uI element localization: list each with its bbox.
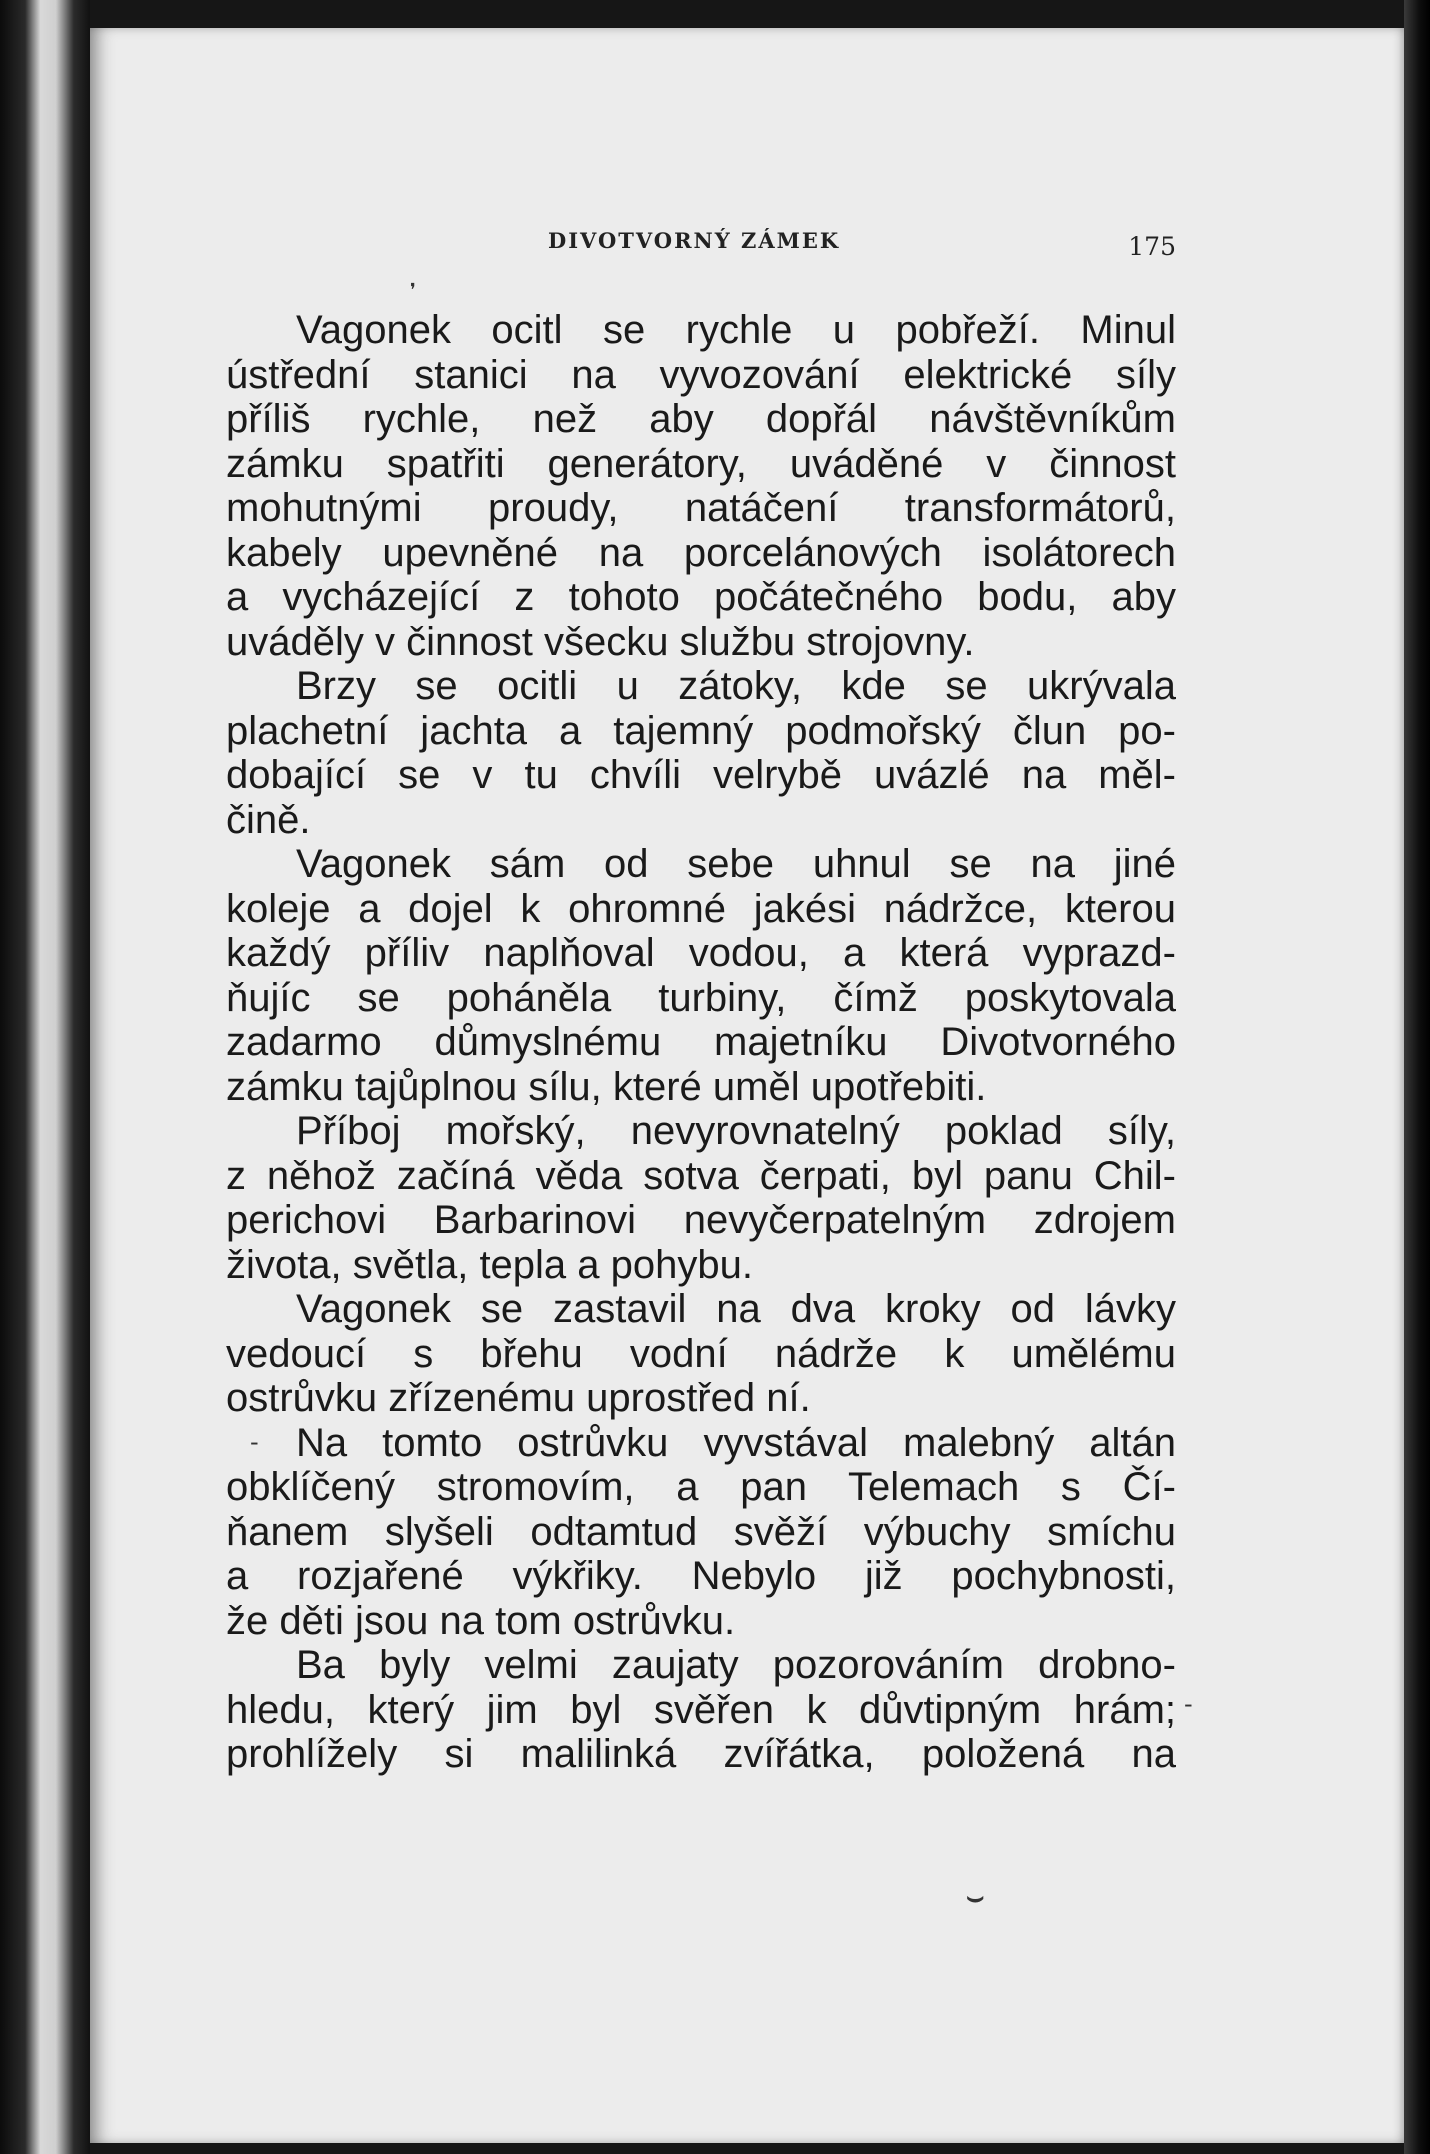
page-header xyxy=(226,222,1176,262)
text-line: z něhož začíná věda sotva čerpati, byl panu Chil- xyxy=(226,1153,1176,1198)
text-line: ústřední stanici na vyvozování elektrické síly xyxy=(226,352,1176,397)
text-line: čině. xyxy=(226,797,311,842)
ink-stroke: ⌣ xyxy=(966,1880,985,1913)
margin-dash: - xyxy=(1184,1690,1193,1718)
text-line: obklíčený stromovím, a pan Telemach s Čí- xyxy=(226,1465,1176,1509)
text-line: mohutnými proudy, natáčení transformátorů, xyxy=(226,486,1176,530)
text-line: perichovi Barbarinovi nevyčerpatelným zdrojem xyxy=(226,1198,1176,1242)
text-line: příliš rychle, než aby dopřál návštěvníkům xyxy=(226,397,1176,441)
page-number: 175 xyxy=(1128,232,1176,261)
text-line: zámku spatřiti generátory, uváděné v činnost xyxy=(226,441,1176,486)
text-line: Vagonek sám od sebe uhnul se na jiné xyxy=(296,842,1176,886)
running-title: DIVOTVORNÝ ZÁMEK xyxy=(548,228,841,253)
text-line: dobající se v tu chvíli velrybě uvázlé na měl- xyxy=(226,753,1176,797)
text-line: ňujíc se poháněla turbiny, čímž poskytovala xyxy=(226,975,1176,1020)
text-line: plachetní jachta a tajemný podmořský člun po- xyxy=(226,708,1176,753)
text-line: hledu, který jim byl svěřen k důvtipným hrám; xyxy=(226,1687,1176,1732)
margin-dash: - xyxy=(250,1428,259,1456)
text-line: Ba byly velmi zaujaty pozorováním drobno- xyxy=(296,1643,1176,1687)
text-line: zámku tajůplnou sílu, které uměl upotřebiti. xyxy=(226,1064,987,1109)
text-line: Příboj mořský, nevyrovnatelný poklad síly, xyxy=(296,1109,1176,1153)
text-line: uváděly v činnost všecku službu strojovny. xyxy=(226,619,975,664)
body-text xyxy=(226,308,1176,1777)
text-line: ostrůvku zřízenému uprostřed ní. xyxy=(226,1376,811,1420)
text-line: prohlížely si malilinká zvířátka, položená na xyxy=(226,1732,1176,1776)
text-line: koleje a dojel k ohromné jakési nádržce, kterou xyxy=(226,886,1176,931)
text-line: zadarmo důmyslnému majetníku Divotvorného xyxy=(226,1020,1176,1064)
text-line: každý příliv naplňoval vodou, a která vyprazd- xyxy=(226,931,1176,975)
text-line: a rozjařené výkřiky. Nebylo již pochybnosti, xyxy=(226,1554,1176,1598)
ink-speck: ❜ xyxy=(410,280,416,301)
text-line: života, světla, tepla a pohybu. xyxy=(226,1242,753,1287)
text-line: kabely upevněné na porcelánových isolátorech xyxy=(226,530,1176,575)
text-line: Brzy se ocitli u zátoky, kde se ukrývala xyxy=(296,664,1176,708)
text-line: vedoucí s břehu vodní nádrže k umělému xyxy=(226,1331,1176,1376)
text-line: že děti jsou na tom ostrůvku. xyxy=(226,1598,736,1643)
text-line: Na tomto ostrůvku vyvstával malebný altán xyxy=(296,1420,1176,1465)
text-line: a vycházející z tohoto počátečného bodu, aby xyxy=(226,575,1176,619)
text-line: ňanem slyšeli odtamtud svěží výbuchy smíchu xyxy=(226,1509,1176,1554)
book-spine xyxy=(0,0,90,2154)
text-line: Vagonek se zastavil na dva kroky od lávky xyxy=(296,1287,1176,1331)
page-edge-shadow xyxy=(1404,0,1430,2154)
text-line: Vagonek ocitl se rychle u pobřeží. Minul xyxy=(296,308,1176,352)
